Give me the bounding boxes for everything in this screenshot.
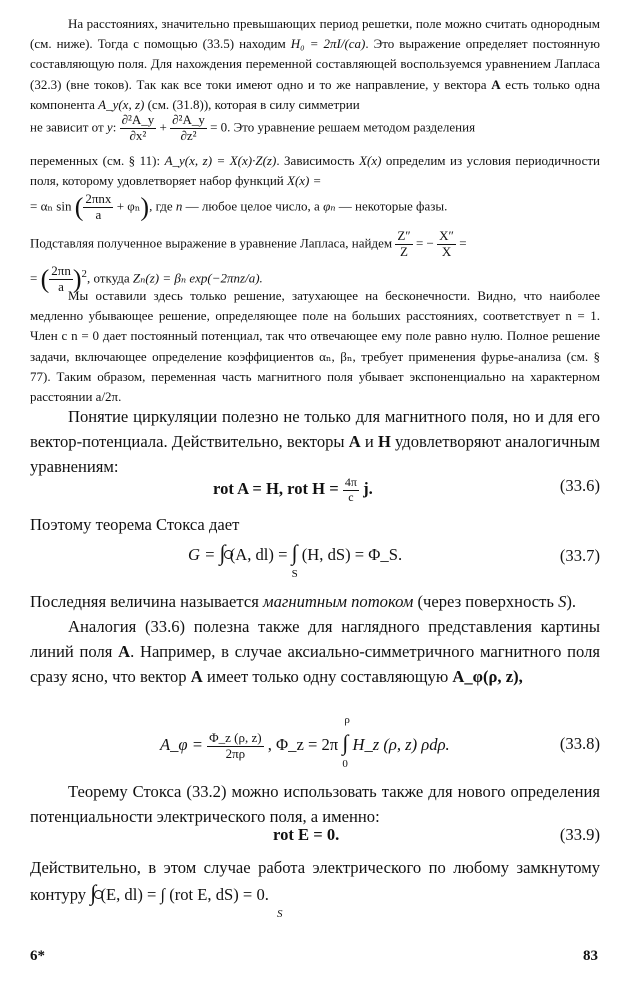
lower-limit: 0: [342, 758, 348, 770]
text: Понятие циркуляции полезно не только для магнитного поля, но и для его вектор-потенциала. Действительно, векторы: [30, 407, 600, 451]
math: A_y(x, z): [98, 96, 145, 112]
fraction: [343, 476, 359, 505]
fraction: [437, 229, 456, 260]
laplace-line: не зависит от y: $\frac{\text{∂²A\_y}}{\text{∂x²}}$ + $\frac{\text{∂²A\_y}}{\text{∂z²}}$ = 0. Это уравнение решаем методом разделения: [30, 112, 476, 143]
text: + φₙ: [116, 198, 141, 214]
math: H₀ = 2πI/(ca): [290, 36, 366, 52]
equation-label: (33.9): [559, 825, 600, 844]
denominator: 2πρ: [225, 745, 246, 761]
upper-limit: ρ: [344, 714, 350, 726]
text: не зависит от: [30, 119, 107, 135]
contour-integral-sign: ∫: [90, 880, 97, 905]
page-number: 83: [583, 948, 598, 964]
fraction: [207, 731, 263, 762]
text: и: [360, 432, 378, 451]
text: = 0. Это уравнение решаем методом разделения: [210, 119, 476, 135]
equation-text: (A, dl) =: [229, 545, 288, 564]
text: переменных (см. § 11):: [30, 153, 165, 168]
text: , откуда: [86, 270, 133, 286]
square-line: = ( $\frac{2\pi n}{a}$ )$^2$, откуда Zₙ(z) = βₙ exp(−2πnz/a).: [30, 263, 263, 294]
signature-mark: 6*: [30, 948, 45, 964]
denominator: X: [441, 243, 452, 259]
text: . Например, в случае аксиально-симметричного магнитного поля сразу ясно, что вектор: [30, 642, 600, 686]
closing-paragraph: [30, 855, 600, 920]
math: Zₙ(z) = βₙ exp(−2πnz/a).: [132, 270, 263, 286]
equation-33-6: [30, 476, 600, 506]
text: Действительно, в этом случае работа электрического по любому замкнутому контуру: [30, 858, 600, 904]
denominator: a: [58, 278, 64, 294]
numerator: 4π: [344, 475, 357, 489]
text: имеет только одну составляющую: [202, 667, 453, 686]
text: , где: [149, 198, 176, 214]
denominator: Z: [400, 243, 408, 259]
text: определим из условия периодичности поля, которому удовлетворяет набор функций: [30, 153, 600, 189]
equation-text: , Φ_z = 2π: [267, 735, 339, 754]
equation-text: rot E = 0.: [273, 825, 340, 844]
math: A_φ(ρ, z),: [452, 667, 523, 686]
vector-symbol: H: [377, 432, 391, 451]
numerator: Φ_z (ρ, z): [209, 729, 262, 745]
equation-33-8: [30, 714, 600, 780]
equation-label: (33.8): [559, 734, 600, 753]
fraction: [395, 229, 412, 260]
equation-33-9: [30, 825, 600, 855]
sin-line: = αₙ sin ( $\frac{\text{2πnx}}{a}$ + φₙ), где n — любое целое число, а φₙ — некоторые фазы.: [30, 191, 448, 222]
math: y: [106, 119, 113, 135]
emphasis: магнитным потоком: [263, 592, 414, 611]
text: — некоторые фазы.: [335, 198, 448, 214]
text: Поэтому теорема Стокса дает: [30, 515, 240, 534]
text: =: [30, 270, 38, 286]
text: — любое целое число, а: [182, 198, 324, 214]
equation-text: H_z (ρ, z) ρdρ.: [352, 735, 450, 754]
equation-label: (33.6): [559, 476, 600, 495]
numerator: ∂²A_y: [172, 112, 205, 127]
text: Последняя величина называется: [30, 592, 264, 611]
numerator: ∂²A_y: [121, 112, 155, 127]
numerator: 2πnx: [85, 191, 112, 206]
note-paragraph: [30, 286, 600, 407]
exponent: 2: [81, 268, 87, 281]
numerator: X″: [439, 228, 454, 243]
text: Подставляя полученное выражение в уравнение Лапласа, найдем: [30, 235, 393, 251]
equation-text: G =: [188, 545, 216, 564]
substitution-line: [30, 229, 600, 260]
vector-symbol: A: [118, 642, 131, 661]
math: X(x) =: [287, 173, 322, 189]
math: S: [558, 592, 567, 611]
fraction: [83, 192, 113, 223]
potential-paragraph: [30, 779, 600, 829]
equation-label: (33.7): [559, 546, 600, 565]
text: Аналогия (33.6) полезна также для наглядного представления картины линий поля: [30, 617, 600, 661]
denominator: ∂x²: [129, 127, 147, 143]
integral-subscript: S: [291, 568, 298, 580]
text: На расстояниях, значительно превышающих период решетки, поле можно считать однородным (см. ниже). Тогда с помощью (33.5) находим: [30, 16, 600, 52]
numerator: 2πn: [51, 263, 71, 278]
text: . Это выражение определяет постоянную составляющую поля. Для нахождения переменной составляющей воспользуемся уравнением Лапласа (32.3) (вне токов). Так как все токи имеют одно и то же направление, у вектора: [30, 36, 600, 92]
paragraph-1: [30, 14, 600, 115]
text: (через поверхность: [413, 592, 559, 611]
equation-text: rot A = H, rot H =: [213, 479, 339, 499]
vector-symbol: A: [491, 76, 501, 92]
equation-33-7: [30, 540, 600, 586]
text: = αₙ sin: [30, 198, 72, 214]
integral-subscript: S: [277, 908, 283, 920]
text: . Зависимость: [276, 153, 360, 168]
small-print-block: [30, 14, 600, 115]
integral-sign: ∫ ρ 0: [342, 714, 350, 770]
integral-sign: ∫ S: [291, 540, 298, 580]
text: Теорему Стокса (33.2) можно использовать также для нового определения потенциальности электрического поля, а именно:: [30, 782, 600, 826]
text: есть только одна компонента: [30, 76, 600, 112]
numerator: Z″: [397, 228, 411, 243]
text: ).: [566, 592, 577, 611]
equation-text: A_φ =: [160, 735, 203, 754]
math: n: [175, 198, 183, 214]
denominator: ∂z²: [180, 127, 197, 143]
contour-integral-sign: ∫: [219, 540, 226, 565]
math: X(x): [359, 153, 382, 168]
text: удовлетворяют аналогичным уравнениям:: [30, 432, 600, 476]
math: A_y(x, z) = X(x)·Z(z): [164, 153, 277, 168]
denominator: c: [348, 489, 354, 504]
magnetic-flux-paragraph: [30, 589, 600, 689]
separation-paragraph: [30, 151, 600, 191]
fraction: [120, 113, 157, 144]
circulation-paragraph: [30, 404, 600, 479]
equation-text: (H, dS) = Φ_S.: [301, 545, 403, 564]
text: Мы оставили здесь только решение, затухающее на бесконечности. Видно, что наиболее медленно убывающее решение, определяющее поле на больших расстояниях, соответствует n = 1. Член с n = 0 дает постоянный потенциал, так что отвечающее ему поле равно нулю. Полное решение задачи, включающее определение коэффициентов αₙ, βₙ, требует применения фурье-анализа (см. § 77). Таким образом, переменная часть магнитного поля убывает экспоненциально на характерном расстоянии a/2π.: [30, 288, 600, 405]
text: = −: [415, 235, 434, 251]
fraction: [170, 113, 207, 144]
vector-symbol: A: [348, 432, 361, 451]
vector-symbol: A: [190, 667, 203, 686]
equation-text: j.: [363, 479, 373, 499]
equation-text: (E, dl) = ∫ (rot E, dS) = 0.: [100, 885, 269, 904]
text: (см. (31.8)), которая в силу симметрии: [144, 96, 360, 112]
denominator: a: [95, 206, 102, 222]
math: φₙ: [323, 198, 336, 214]
text: =: [459, 235, 467, 251]
stokes-intro: [30, 512, 600, 537]
